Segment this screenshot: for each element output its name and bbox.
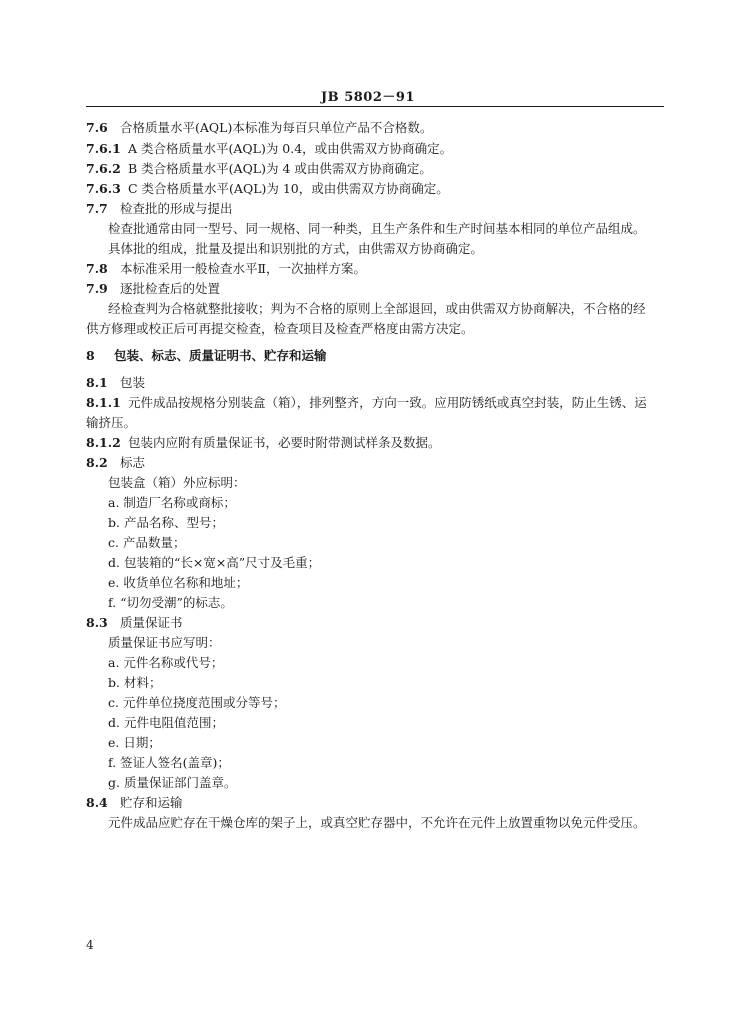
paragraph-line: 供方修理或校正后可再提交检查，检查项目及检查严格度由需方决定。 — [86, 321, 474, 336]
list-item: g. 质量保证部门盖章。 — [108, 775, 237, 790]
clause-7-9 — [86, 279, 656, 299]
list-item: a. 制造厂名称或商标； — [108, 495, 236, 510]
clause-heading: 标志 — [120, 455, 146, 470]
paragraph-line: 具体批的组成，批量及提出和识别批的方式，由供需双方协商确定。 — [108, 241, 484, 256]
paragraph-line: 检查批通常由同一型号、同一规格、同一种类，且生产条件和生产时间基本相同的单位产品组成。 — [108, 221, 646, 236]
clause-8-2 — [86, 453, 656, 473]
clause-text: A 类合格质量水平(AQL)为 0.4，或由供需双方协商确定。 — [128, 141, 453, 156]
document-header: JB 5802－91 — [321, 90, 415, 105]
clause-8-1-2 — [86, 433, 656, 453]
clause-7-6-2 — [86, 159, 656, 179]
clause-heading: 包装 — [120, 375, 146, 390]
clause-number: 8.2 — [86, 455, 108, 470]
list-item: f. 签证人签名(盖章)； — [108, 755, 230, 770]
header-rule — [86, 106, 664, 107]
clause-text: 包装内应附有质量保证书，必要时附带测试样条及数据。 — [128, 435, 441, 450]
clause-heading: 逐批检查后的处置 — [120, 281, 221, 296]
clause-text: B 类合格质量水平(AQL)为 4 或由供需双方协商确定。 — [128, 161, 432, 176]
list-item: c. 产品数量； — [108, 535, 186, 550]
clause-number: 8.4 — [86, 795, 108, 810]
clause-number: 7.8 — [86, 261, 108, 276]
list-item: f. “切勿受潮”的标志。 — [108, 595, 233, 610]
clause-8-1-1 — [86, 393, 656, 413]
clause-number: 7.6.2 — [86, 161, 121, 176]
page-number: 4 — [86, 938, 94, 952]
clause-7-8 — [86, 259, 656, 279]
section-number: 8 — [86, 348, 95, 363]
clause-number: 7.6 — [86, 120, 108, 135]
paragraph-line: 包装盒（箱）外应标明： — [108, 475, 246, 490]
clause-text: 本标准采用一般检查水平Ⅱ，一次抽样方案。 — [120, 261, 366, 276]
clause-text: C 类合格质量水平(AQL)为 10，或由供需双方协商确定。 — [128, 181, 449, 196]
clause-number: 8.1.1 — [86, 395, 121, 410]
clause-8-4 — [86, 793, 656, 813]
clause-number: 7.6.3 — [86, 181, 121, 196]
clause-text: 元件成品按规格分别装盒（箱），排列整齐，方向一致。应用防锈纸或真空封装，防止生锈、运 — [128, 395, 647, 410]
list-item: d. 包装箱的“长×宽×高”尺寸及毛重； — [108, 555, 321, 570]
clause-7-6-1 — [86, 139, 656, 159]
section-8-heading — [86, 346, 656, 366]
clause-8-3 — [86, 613, 656, 633]
clause-number: 7.6.1 — [86, 141, 121, 156]
clause-number: 8.1.2 — [86, 435, 121, 450]
section-title: 包装、标志、质量证明书、贮存和运输 — [114, 348, 327, 363]
paragraph-line: 经检查判为合格就整批接收；判为不合格的原则上全部退回，或由供需双方协商解决，不合格的经 — [108, 301, 646, 316]
list-item: a. 元件名称或代号； — [108, 655, 224, 670]
clause-7-7 — [86, 199, 656, 219]
clause-8-1 — [86, 373, 656, 393]
list-item: c. 元件单位挠度范围或分等号； — [108, 695, 286, 710]
list-item: e. 收货单位名称和地址； — [108, 575, 249, 590]
paragraph-line: 元件成品应贮存在干燥仓库的架子上，或真空贮存器中，不允许在元件上放置重物以免元件受压。 — [108, 815, 646, 830]
list-item: b. 材料； — [108, 675, 162, 690]
clause-7-6-3 — [86, 179, 656, 199]
clause-heading: 检查批的形成与提出 — [120, 201, 233, 216]
clause-number: 7.7 — [86, 201, 108, 216]
clause-heading: 质量保证书 — [120, 615, 183, 630]
clause-text: 合格质量水平(AQL)本标准为每百只单位产品不合格数。 — [120, 120, 433, 135]
clause-number: 7.9 — [86, 281, 108, 296]
paragraph-line: 输挤压。 — [86, 415, 137, 430]
list-item: d. 元件电阻值范围； — [108, 715, 224, 730]
list-item: b. 产品名称、型号； — [108, 515, 224, 530]
paragraph-line: 质量保证书应写明： — [108, 635, 221, 650]
list-item: e. 日期； — [108, 735, 161, 750]
clause-heading: 贮存和运输 — [120, 795, 183, 810]
clause-number: 8.1 — [86, 375, 108, 390]
clause-7-6 — [86, 118, 656, 138]
clause-number: 8.3 — [86, 615, 108, 630]
